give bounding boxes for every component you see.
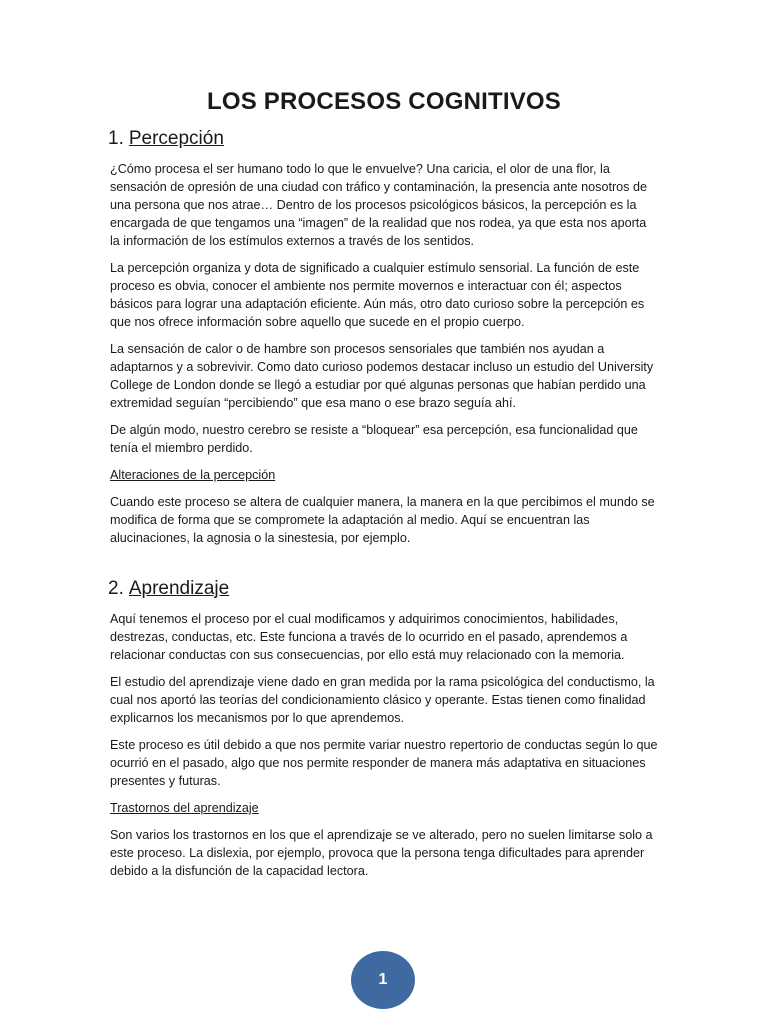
document-title: LOS PROCESOS COGNITIVOS — [207, 88, 561, 115]
paragraph: El estudio del aprendizaje viene dado en gran medida por la rama psicológica del conductismo, la cual nos aportó las teorías del condicionamiento clásico y operante. Estas tienen como finalidad explicarnos los mecanismos por lo que aprendemos. — [110, 675, 655, 725]
subheading-alteraciones: Alteraciones de la percepción — [110, 468, 276, 482]
document-page — [110, 88, 658, 889]
paragraph: La percepción organiza y dota de significado a cualquier estímulo sensorial. La función de este proceso es obvia, conocer el ambiente nos permite movernos e interactuar con él; aspectos básicos para lograr una adaptación eficiente. Aún más, otro dato curioso sobre la percepción es que nos ofrece información sobre aquello que sucede en el propio cuerpo. — [110, 261, 645, 329]
paragraph: La sensación de calor o de hambre son procesos sensoriales que también nos ayudan a adaptarnos y a sobrevivir. Como dato curioso podemos destacar incluso un estudio del University College de London donde se llegó a estudiar por qué algunas personas que habían perdido una extremidad seguían “percibiendo” que esa mano o ese brazo seguía ahí. — [110, 342, 654, 410]
page-number-badge: 1 — [351, 951, 415, 1009]
section-title: Aprendizaje — [128, 578, 230, 599]
section-heading-percepcion — [108, 128, 658, 150]
section-title: Percepción — [128, 128, 224, 149]
paragraph: Aquí tenemos el proceso por el cual modificamos y adquirimos conocimientos, habilidades, destrezas, conductas, etc. Este funciona a través de lo ocurrido en el pasado, aprendemos a relacionar conductas con sus consecuencias, por ello está muy relacionado con la memoria. — [110, 612, 628, 662]
section-heading-aprendizaje — [108, 578, 658, 600]
paragraph: ¿Cómo procesa el ser humano todo lo que le envuelve? Una caricia, el olor de una flor, la sensación de opresión de una ciudad con tráfico y contaminación, la presencia ante nosotros de una persona que nos atrae… Dentro de los procesos psicológicos básicos, la percepción es la encargada de que tengamos una “imagen” de la realidad que nos rodea, ya que esta nos aporta la información de los estímulos externos a través de los sentidos. — [110, 162, 647, 248]
section-number: 1. — [108, 128, 124, 149]
paragraph: Son varios los trastornos en los que el aprendizaje se ve alterado, pero no suelen limitarse solo a este proceso. La dislexia, por ejemplo, provoca que la persona tenga dificultades para aprender debido a la disfunción de la capacidad lectora. — [110, 828, 653, 878]
paragraph: De algún modo, nuestro cerebro se resiste a “bloquear” esa percepción, esa funcionalidad que tenía el miembro perdido. — [110, 423, 638, 455]
subheading-trastornos: Trastornos del aprendizaje — [110, 801, 259, 815]
paragraph: Este proceso es útil debido a que nos permite variar nuestro repertorio de conductas según lo que ocurrió en el pasado, algo que nos permite responder de manera más adaptativa en situaciones presentes y futuras. — [110, 738, 658, 788]
paragraph: Cuando este proceso se altera de cualquier manera, la manera en la que percibimos el mundo se modifica de forma que se compromete la adaptación al medio. Aquí se encuentran las alucinaciones, la agnosia o la sinestesia, por ejemplo. — [110, 495, 655, 545]
section-number: 2. — [108, 578, 124, 599]
